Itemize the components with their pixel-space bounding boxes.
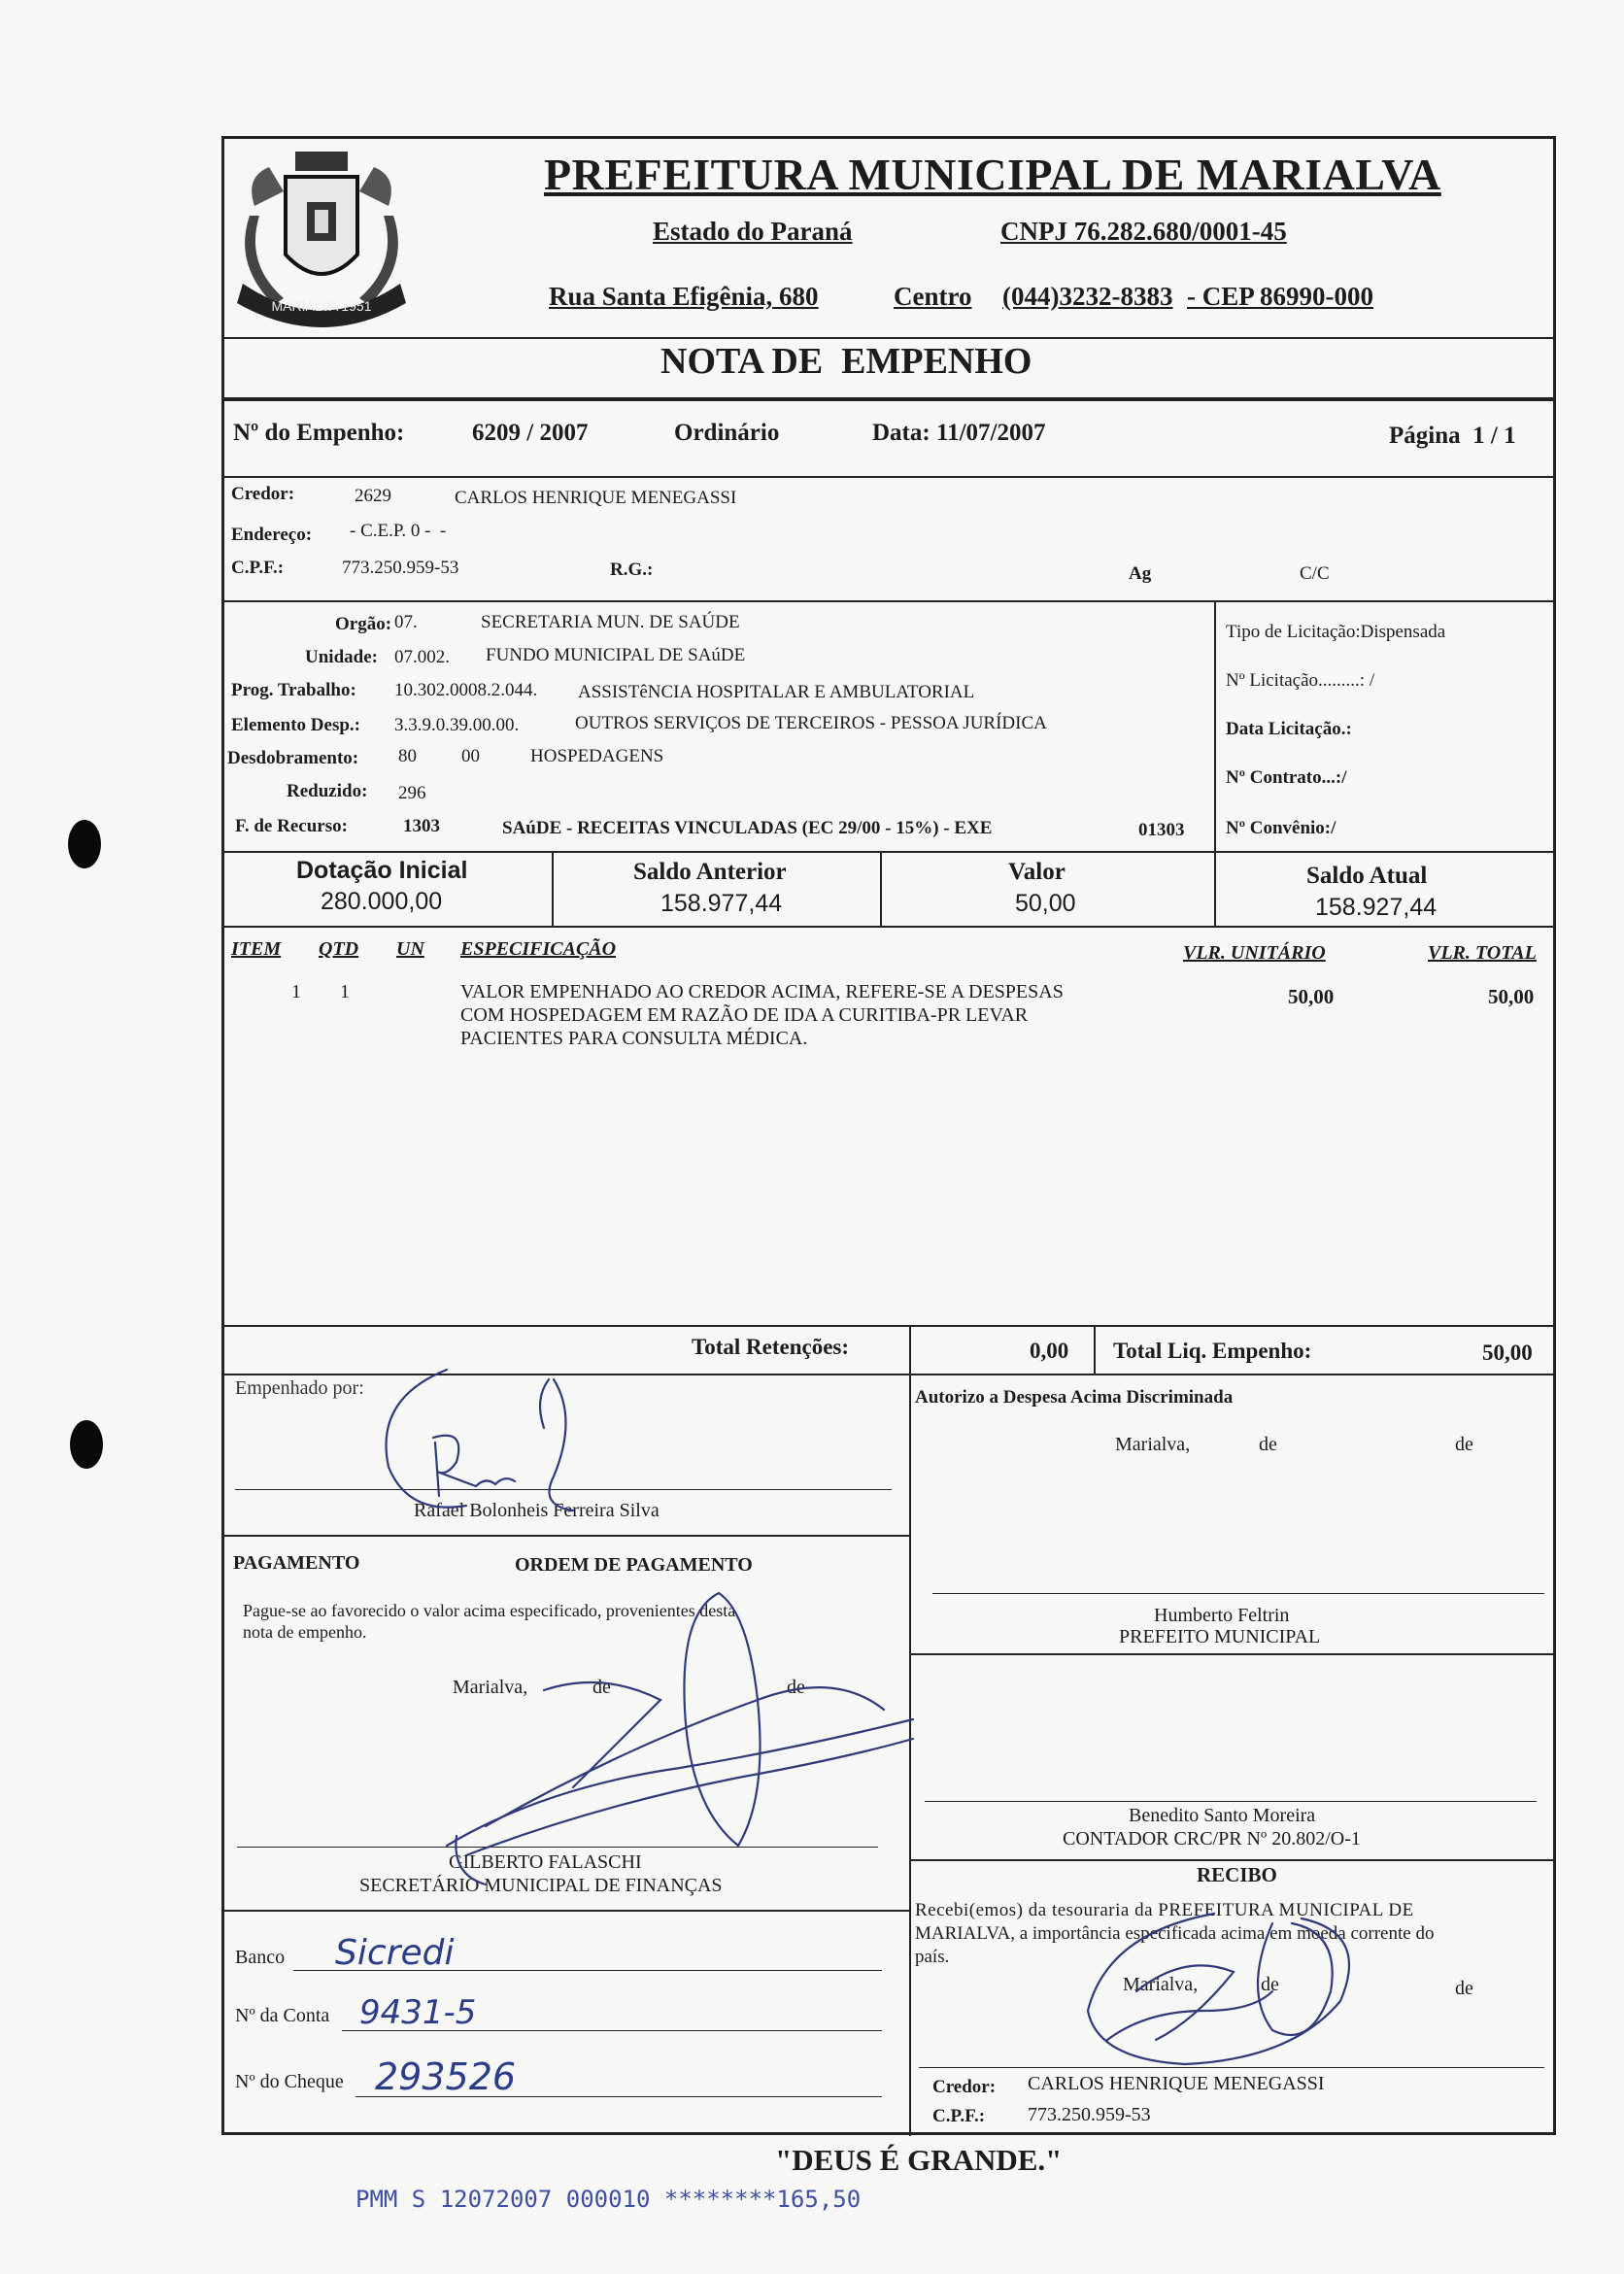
empenho-type: Ordinário: [674, 420, 780, 446]
recibo-cpf-value: 773.250.959-53: [1028, 2104, 1151, 2125]
recibo-label: RECIBO: [1197, 1863, 1277, 1886]
elemento-desp-label: Elemento Desp.:: [231, 715, 360, 735]
divider: [223, 337, 1554, 339]
orgao-code: 07.: [394, 612, 418, 632]
prefeito-title: PREFEITO MUNICIPAL: [1119, 1626, 1321, 1647]
total-liquido-value: 50,00: [1482, 1341, 1533, 1365]
unidade-code: 07.002.: [394, 647, 450, 667]
desdobramento-code1: 80: [398, 746, 417, 766]
conta-line: [342, 2030, 882, 2031]
empenhado-por-name: Rafael Bolonheis Ferreira Silva: [414, 1500, 660, 1521]
signature-line: [925, 1801, 1537, 1802]
col-header-qtd: QTD: [319, 938, 359, 960]
numero-conta-label: Nº da Conta: [235, 2005, 330, 2026]
divider: [223, 926, 1554, 928]
dotacao-inicial-value: 280.000,00: [321, 888, 443, 915]
recibo-text-line3: país.: [915, 1947, 950, 1967]
total-retencoes-value: 0,00: [1030, 1339, 1069, 1363]
banco-value: Sicredi: [335, 1933, 455, 1973]
numero-conta-value: 9431-5: [359, 1993, 477, 2032]
saldo-anterior-label: Saldo Anterior: [633, 859, 787, 885]
credor-name: CARLOS HENRIQUE MENEGASSI: [455, 488, 737, 508]
autorizo-de2: de: [1455, 1434, 1473, 1455]
unidade-name: FUNDO MUNICIPAL DE SAúDE: [486, 645, 746, 665]
numero-contrato: Nº Contrato...:/: [1226, 767, 1347, 788]
agencia-label: Ag: [1129, 563, 1152, 584]
empenho-number: 6209 / 2007: [472, 420, 589, 446]
page-number: Página 1 / 1: [1389, 423, 1516, 449]
state-label: Estado do Paraná: [653, 217, 853, 246]
divider: [223, 397, 1554, 401]
credor-label: Credor:: [231, 484, 295, 504]
recibo-text-line1: Recebi(emos) da tesouraria da PREFEITURA MUNICIPAL DE: [915, 1900, 1414, 1920]
saldo-atual-label: Saldo Atual: [1306, 863, 1428, 889]
footer-motto: "DEUS É GRANDE.": [775, 2143, 1063, 2177]
cpf-label: C.P.F.:: [231, 558, 285, 578]
divider: [223, 1325, 1554, 1327]
item-qtd: 1: [340, 981, 350, 1002]
saldo-atual-value: 158.927,44: [1315, 894, 1438, 921]
numero-cheque-value: 293526: [375, 2055, 517, 2098]
recibo-place: Marialva,: [1123, 1974, 1199, 1995]
contador-name: Benedito Santo Moreira: [1129, 1805, 1316, 1826]
endereco-label: Endereço:: [231, 525, 313, 545]
desdobramento-label: Desdobramento:: [227, 748, 359, 768]
punch-hole-top: [68, 820, 101, 868]
signature-empenhado: [369, 1360, 622, 1525]
divider: [1094, 1326, 1096, 1375]
item-vlr-unitario: 50,00: [1288, 985, 1335, 1008]
ordem-pagamento-label: ORDEM DE PAGAMENTO: [515, 1554, 753, 1576]
autorizo-de1: de: [1259, 1434, 1277, 1455]
divider: [223, 476, 1554, 478]
item-vlr-total: 50,00: [1488, 985, 1535, 1008]
numero-convenio: Nº Convênio:/: [1226, 818, 1336, 838]
total-liquido-label: Total Liq. Empenho:: [1113, 1339, 1312, 1363]
endereco-value: - C.E.P. 0 - -: [350, 521, 447, 541]
fonte-recurso-code: 1303: [403, 816, 440, 836]
recibo-de1: de: [1261, 1974, 1279, 1995]
divider: [223, 1535, 911, 1537]
divider: [911, 1653, 1554, 1655]
divider: [1214, 852, 1216, 926]
col-header-un: UN: [396, 938, 424, 960]
page-title: PREFEITURA MUNICIPAL DE MARIALVA: [544, 150, 1441, 199]
banco-label: Banco: [235, 1947, 286, 1968]
col-header-vlr-total: VLR. TOTAL: [1428, 942, 1537, 964]
pagamento-label: PAGAMENTO: [233, 1552, 360, 1574]
footer-stamp: PMM S 12072007 000010 ********165,50: [355, 2186, 862, 2213]
autorizo-label: Autorizo a Despesa Acima Discriminada: [915, 1387, 1234, 1408]
divider: [880, 852, 882, 926]
prefeito-name: Humberto Feltrin: [1154, 1605, 1290, 1626]
col-header-item: ITEM: [231, 938, 282, 960]
fonte-recurso-code2: 01303: [1138, 820, 1185, 840]
seal-lettering: MARIALVA 1951: [271, 298, 372, 314]
divider: [223, 851, 1554, 853]
item-spec-line1: VALOR EMPENHADO AO CREDOR ACIMA, REFERE-SE A DESPESAS: [460, 981, 1064, 1002]
valor-value: 50,00: [1015, 890, 1076, 917]
signature-line: [919, 2067, 1544, 2068]
ordem-de1: de: [592, 1677, 611, 1698]
secretario-name: GILBERTO FALASCHI: [449, 1851, 642, 1873]
document-type-title: NOTA DE EMPENHO: [660, 341, 1032, 382]
signature-line: [932, 1593, 1544, 1594]
empenhado-por-label: Empenhado por:: [235, 1377, 364, 1399]
reduzido-code: 296: [398, 783, 426, 803]
reduzido-label: Reduzido:: [287, 781, 368, 801]
municipal-seal-icon: [225, 138, 418, 332]
cnpj-label: CNPJ 76.282.680/0001-45: [1000, 217, 1287, 246]
numero-licitacao: Nº Licitação.........: /: [1226, 670, 1375, 691]
col-header-especificacao: ESPECIFICAÇÃO: [460, 938, 617, 960]
credor-code: 2629: [355, 486, 391, 506]
cep-label: - CEP 86990-000: [1187, 282, 1373, 311]
ordem-de2: de: [787, 1677, 805, 1698]
valor-label: Valor: [1008, 859, 1066, 885]
item-spec-line3: PACIENTES PARA CONSULTA MÉDICA.: [460, 1028, 808, 1049]
recibo-credor-name: CARLOS HENRIQUE MENEGASSI: [1028, 2073, 1325, 2094]
signature-secretario: [427, 1554, 932, 1904]
ordem-text-line2: nota de empenho.: [243, 1622, 367, 1642]
numero-cheque-label: Nº do Cheque: [235, 2071, 344, 2092]
district-label: Centro: [894, 282, 972, 311]
banco-line: [293, 1970, 882, 1971]
total-retencoes-label: Total Retenções:: [692, 1335, 850, 1359]
orgao-label: Orgão:: [335, 614, 392, 634]
divider: [1214, 601, 1216, 851]
fonte-recurso-label: F. de Recurso:: [235, 816, 348, 836]
item-spec-line2: COM HOSPEDAGEM EM RAZÃO DE IDA A CURITIBA-PR LEVAR: [460, 1004, 1029, 1026]
empenho-date: Data: 11/07/2007: [872, 420, 1046, 446]
secretario-title: SECRETÁRIO MUNICIPAL DE FINANÇAS: [359, 1875, 723, 1896]
tipo-licitacao: Tipo de Licitação:Dispensada: [1226, 622, 1446, 642]
cheque-line: [355, 2096, 882, 2097]
desdobramento-name: HOSPEDAGENS: [530, 746, 664, 766]
elemento-desp-code: 3.3.9.0.39.00.00.: [394, 715, 520, 735]
cpf-value: 773.250.959-53: [342, 558, 459, 578]
dotacao-inicial-label: Dotação Inicial: [296, 857, 468, 884]
contador-title: CONTADOR CRC/PR Nº 20.802/O-1: [1063, 1828, 1361, 1850]
ordem-text-line1: Pague-se ao favorecido o valor acima especificado, provenientes desta: [243, 1601, 736, 1620]
conta-corrente-label: C/C: [1300, 563, 1330, 584]
prog-trabalho-name: ASSISTêNCIA HOSPITALAR E AMBULATORIAL: [578, 682, 975, 702]
recibo-text-line2: MARIALVA, a importância especificada acima em moeda corrente do: [915, 1923, 1435, 1944]
divider: [223, 600, 1554, 602]
phone-label: (044)3232-8383: [1002, 282, 1173, 311]
elemento-desp-name: OUTROS SERVIÇOS DE TERCEIROS - PESSOA JURÍDICA: [575, 713, 1047, 733]
col-header-vlr-unitario: VLR. UNITÁRIO: [1183, 942, 1326, 964]
data-licitacao: Data Licitação.:: [1226, 719, 1352, 739]
recibo-cpf-label: C.P.F.:: [932, 2106, 986, 2126]
prog-trabalho-code: 10.302.0008.2.044.: [394, 680, 538, 700]
ordem-place: Marialva,: [453, 1677, 528, 1698]
prog-trabalho-label: Prog. Trabalho:: [231, 680, 356, 700]
divider: [911, 1859, 1554, 1861]
empenho-number-label: Nº do Empenho:: [233, 420, 405, 446]
fonte-recurso-name: SAúDE - RECEITAS VINCULADAS (EC 29/00 - 15%) - EXE: [502, 818, 993, 838]
street-label: Rua Santa Efigênia, 680: [549, 282, 819, 311]
recibo-de2: de: [1455, 1978, 1473, 1999]
orgao-name: SECRETARIA MUN. DE SAÚDE: [481, 612, 740, 632]
saldo-anterior-value: 158.977,44: [660, 890, 783, 917]
item-number: 1: [291, 981, 301, 1002]
rg-label: R.G.:: [610, 560, 654, 580]
divider: [552, 852, 554, 926]
unidade-label: Unidade:: [305, 647, 378, 667]
punch-hole-bottom: [70, 1420, 103, 1469]
desdobramento-code2: 00: [461, 746, 480, 766]
recibo-credor-label: Credor:: [932, 2077, 997, 2097]
divider: [223, 1910, 911, 1912]
autorizo-place: Marialva,: [1115, 1434, 1191, 1455]
